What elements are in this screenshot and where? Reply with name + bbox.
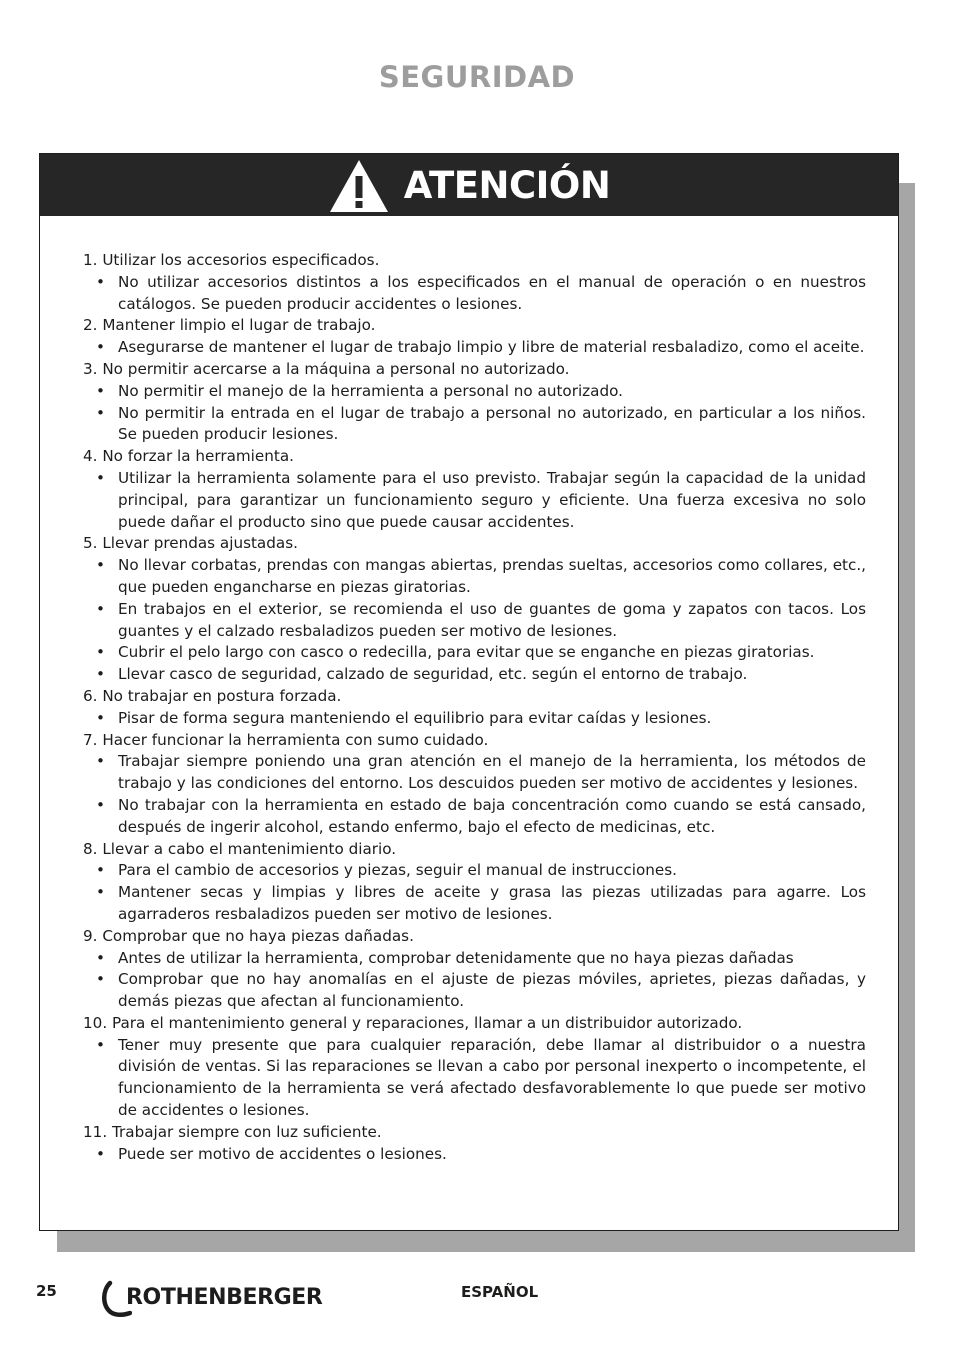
- list-bullet: • Mantener secas y limpias y libres de aceite y grasa las piezas utilizadas para agarre. Los agarraderos resbaladizos pueden ser motivo de lesiones.: [83, 882, 866, 926]
- list-item-title: 8. Llevar a cabo el mantenimiento diario.: [83, 839, 397, 858]
- list-bullet: • No utilizar accesorios distintos a los especificados en el manual de operación o en nuestros catálogos. Se pueden producir accidentes o lesiones.: [83, 272, 866, 316]
- list-item-title: 11. Trabajar siempre con luz suficiente.: [83, 1122, 382, 1141]
- list-bullet: • Utilizar la herramienta solamente para el uso previsto. Trabajar según la capacidad de la unidad principal, para garantizar un funcionamiento seguro y eficiente. Una fuerza excesiva no solo puede dañar el producto sino que puede causar accidentes.: [83, 468, 866, 533]
- list-bullet: • Trabajar siempre poniendo una gran atención en el manejo de la herramienta, los métodos de trabajo y las condiciones del entorno. Los descuidos pueden ser motivo de accidentes y lesiones.: [83, 751, 866, 795]
- list-item-title: 3. No permitir acercarse a la máquina a personal no autorizado.: [83, 359, 570, 378]
- list-bullet: • Pisar de forma segura manteniendo el equilibrio para evitar caídas y lesiones.: [83, 708, 866, 730]
- list-item: [83, 359, 866, 446]
- list-item: [83, 446, 866, 533]
- list-item: [83, 533, 866, 686]
- list-bullet: • Cubrir el pelo largo con casco o redecilla, para evitar que se enganche en piezas giratorias.: [83, 642, 866, 664]
- page-number: 25: [36, 1282, 57, 1300]
- warning-triangle-icon: [328, 158, 390, 214]
- list-bullet: • Antes de utilizar la herramienta, comprobar detenidamente que no haya piezas dañadas: [83, 948, 866, 970]
- list-item-title: 1. Utilizar los accesorios especificados.: [83, 251, 380, 269]
- list-item-title: 7. Hacer funcionar la herramienta con sumo cuidado.: [83, 730, 489, 749]
- list-bullet: • No permitir la entrada en el lugar de trabajo a personal no autorizado, en particular a los niños. Se pueden producir lesiones.: [83, 403, 866, 447]
- list-bullet: • No llevar corbatas, prendas con mangas abiertas, prendas sueltas, accesorios como collares, etc., que pueden engancharse en piezas giratorias.: [83, 555, 866, 599]
- list-item-title: 10. Para el mantenimiento general y reparaciones, llamar a un distribuidor autorizado.: [83, 1013, 743, 1032]
- list-item: [83, 1122, 866, 1166]
- list-bullet: • En trabajos en el exterior, se recomienda el uso de guantes de goma y zapatos con tacos. Los guantes y el calzado resbaladizos pueden ser motivo de lesiones.: [83, 599, 866, 643]
- footer-language: ESPAÑOL: [461, 1283, 539, 1301]
- list-item: [83, 730, 866, 839]
- list-bullet: • Llevar casco de seguridad, calzado de seguridad, etc. según el entorno de trabajo.: [83, 664, 866, 686]
- list-item-title: 5. Llevar prendas ajustadas.: [83, 534, 298, 553]
- notice-box: [39, 153, 899, 1231]
- list-item: [83, 1013, 866, 1122]
- list-item: [83, 686, 866, 730]
- list-item: [83, 839, 866, 926]
- list-item-title: 4. No forzar la herramienta.: [83, 447, 294, 466]
- list-bullet: • No permitir el manejo de la herramienta a personal no autorizado.: [83, 381, 866, 403]
- list-bullet: • Para el cambio de accesorios y piezas, seguir el manual de instrucciones.: [83, 860, 866, 882]
- list-item: [83, 315, 866, 359]
- notice-title: ATENCIÓN: [403, 163, 611, 207]
- list-bullet: • No trabajar con la herramienta en estado de baja concentración como cuando se está cansado, después de ingerir alcohol, estando enfermo, bajo el efecto de medicinas, etc.: [83, 795, 866, 839]
- brand-name: ROTHENBERGER: [126, 1284, 323, 1310]
- list-item: [83, 250, 866, 315]
- list-bullet: • Puede ser motivo de accidentes o lesiones.: [83, 1144, 866, 1166]
- list-item-title: 2. Mantener limpio el lugar de trabajo.: [83, 316, 376, 335]
- list-bullet: • Comprobar que no hay anomalías en el ajuste de piezas móviles, aprietes, piezas dañadas, y demás piezas que afectan al funcionamiento.: [83, 969, 866, 1013]
- list-bullet: • Tener muy presente que para cualquier reparación, debe llamar al distribuidor o a nuestra división de ventas. Si las reparaciones se llevan a cabo por personal inexperto o incompetente, el funcionamiento de la herramienta se verá afectado desfavorablemente lo que puede ser motivo de accidentes o lesiones.: [83, 1035, 866, 1122]
- page-title: SEGURIDAD: [378, 60, 576, 94]
- brand-logo: [100, 1279, 322, 1319]
- list-item-title: 9. Comprobar que no haya piezas dañadas.: [83, 926, 414, 945]
- list-item: [83, 926, 866, 1013]
- notice-list: [83, 250, 866, 1165]
- list-item-title: 6. No trabajar en postura forzada.: [83, 686, 342, 705]
- notice-header: [40, 154, 898, 216]
- list-bullet: • Asegurarse de mantener el lugar de trabajo limpio y libre de material resbaladizo, como el aceite.: [83, 337, 866, 359]
